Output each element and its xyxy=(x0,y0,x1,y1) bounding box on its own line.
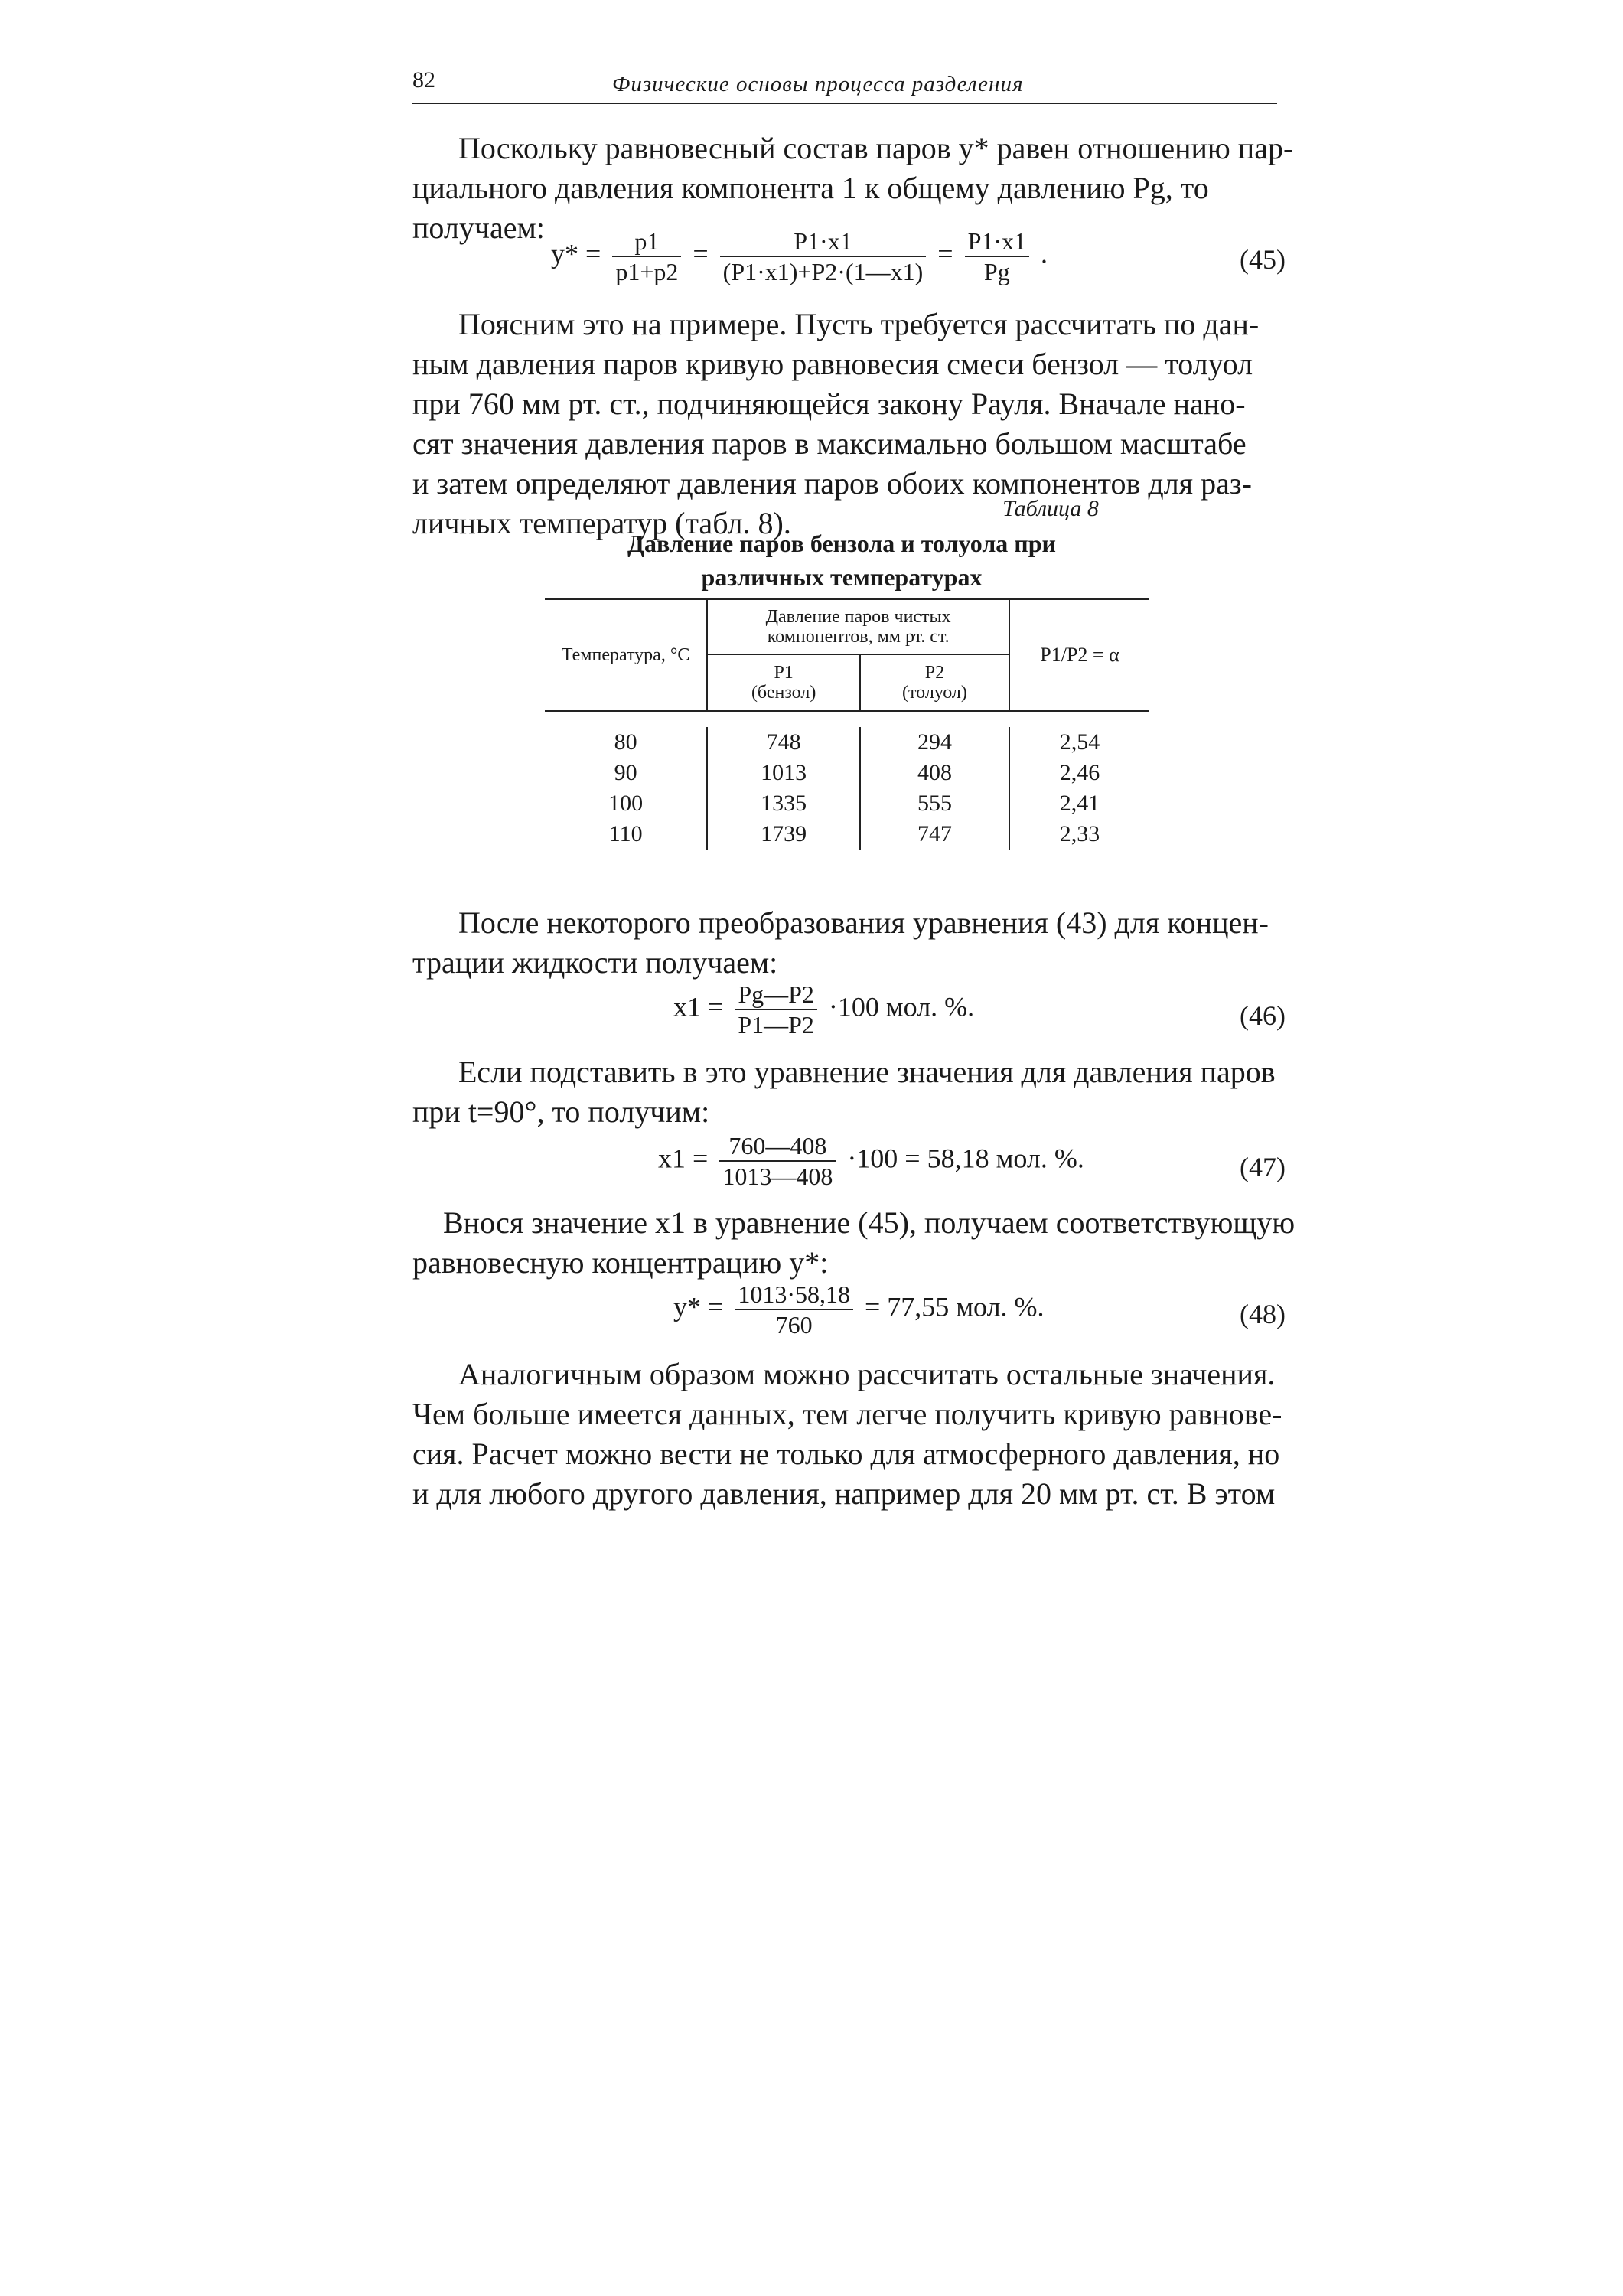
eq-fraction xyxy=(735,980,817,1039)
p2-name: (толуол) xyxy=(902,683,967,703)
text-line: Поясним это на примере. Пусть требуется рассчитать по дан- xyxy=(458,307,1260,341)
text-line: После некоторого преобразования уравнения (43) для концен- xyxy=(458,905,1269,940)
text-line: при 760 мм рт. ст., подчиняющейся закону Рауля. Вначале нано- xyxy=(412,386,1246,421)
p1-symbol: P1 xyxy=(774,663,794,683)
text-line: сия. Расчет можно вести не только для атмосферного давления, но xyxy=(412,1437,1280,1471)
text-line: и затем определяют давления паров обоих компонентов для раз- xyxy=(412,466,1252,501)
eq-fraction xyxy=(965,227,1029,286)
paragraph-insert xyxy=(412,1203,1295,1283)
eq-denominator: 760 xyxy=(775,1311,813,1339)
paragraph-substitute xyxy=(412,1052,1292,1132)
eq-tail: ·100 мол. %. xyxy=(828,991,975,1022)
cell-p2: 747 xyxy=(860,819,1009,850)
eq-lhs: x1 = xyxy=(658,1143,709,1174)
eq-fraction xyxy=(720,227,927,286)
eq-denominator: 1013—408 xyxy=(722,1163,833,1190)
equation-number: (45) xyxy=(1240,244,1286,275)
eq-denominator: P1—P2 xyxy=(738,1011,814,1039)
spacer-row xyxy=(545,850,1149,872)
cell-ratio: 2,41 xyxy=(1009,788,1149,819)
eq-lhs: y* = xyxy=(551,238,601,269)
cell-p2: 555 xyxy=(860,788,1009,819)
cell-p1: 1013 xyxy=(707,758,860,788)
text-line: Внося значение x1 в уравнение (45), получаем соответствующую xyxy=(443,1205,1295,1240)
eq-fraction xyxy=(719,1131,836,1191)
text-line: и для любого другого давления, например для 20 мм рт. ст. В этом xyxy=(412,1476,1276,1511)
equation-46 xyxy=(673,980,974,1039)
cell-temperature: 100 xyxy=(608,791,644,816)
page-number: 82 xyxy=(412,67,435,93)
table-8 xyxy=(545,598,1149,872)
eq-numerator: 1013·58,18 xyxy=(735,1280,853,1310)
cell-ratio: 2,54 xyxy=(1009,727,1149,758)
eq-numerator: p1 xyxy=(612,227,681,257)
table-title-line: Давление паров бензола и толуола при xyxy=(627,530,1056,557)
text-line: Чем больше имеется данных, тем легче получить кривую равнове- xyxy=(412,1397,1282,1431)
eq-lhs: x1 = xyxy=(673,991,724,1022)
paragraph-transform xyxy=(412,903,1292,983)
table-caption: Таблица 8 xyxy=(1002,496,1099,521)
equation-48 xyxy=(673,1280,1045,1339)
equation-number: (46) xyxy=(1240,1000,1286,1031)
eq-denominator: (P1·x1)+P2·(1—x1) xyxy=(722,258,924,285)
cell-ratio: 2,33 xyxy=(1009,819,1149,850)
equation-number: (48) xyxy=(1240,1299,1286,1329)
table-title-line: различных температурах xyxy=(701,563,983,591)
cell-temperature: 80 xyxy=(614,729,637,755)
eq-tail: . xyxy=(1041,238,1048,269)
text-line: при t=90°, то получим: xyxy=(412,1094,710,1129)
text-line: получаем: xyxy=(412,210,545,245)
eq-equals: = xyxy=(937,238,953,269)
eq-tail: ·100 = 58,18 мол. %. xyxy=(847,1143,1084,1174)
paragraph-conclusion xyxy=(412,1355,1292,1514)
eq-denominator: Pg xyxy=(983,258,1010,285)
spacer-row xyxy=(545,711,1149,727)
table-row xyxy=(545,727,1149,758)
cell-p1: 748 xyxy=(707,727,860,758)
cell-p2: 294 xyxy=(860,727,1009,758)
col-header-p2 xyxy=(860,654,1009,711)
text-line: Поскольку равновесный состав паров y* равен отношению пар- xyxy=(458,131,1294,165)
p1-name: (бензол) xyxy=(751,683,816,703)
text-line: сят значения давления паров в максимально большом масштабе xyxy=(412,426,1247,461)
cell-temperature: 110 xyxy=(608,821,643,846)
cell-temperature: 90 xyxy=(614,760,637,785)
text-line: ным давления паров кривую равновесия смеси бензол — толуол xyxy=(412,347,1253,381)
eq-tail: = 77,55 мол. %. xyxy=(864,1291,1045,1322)
equation-47 xyxy=(658,1131,1084,1191)
table-title xyxy=(536,527,1148,594)
col-header-p1 xyxy=(707,654,860,711)
col-header-temperature: Температура, °С xyxy=(545,599,707,711)
p2-symbol: P2 xyxy=(924,663,945,683)
text-line: трации жидкости получаем: xyxy=(412,945,778,980)
equation-45 xyxy=(551,227,1048,286)
running-title: Физические основы процесса разделения xyxy=(612,72,1024,96)
eq-numerator: 760—408 xyxy=(719,1131,836,1162)
text-line: равновесную концентрацию y*: xyxy=(412,1245,829,1280)
eq-fraction xyxy=(612,227,681,286)
table-row xyxy=(545,819,1149,850)
eq-denominator: p1+p2 xyxy=(615,258,679,285)
eq-lhs: y* = xyxy=(673,1291,724,1322)
cell-p1: 1335 xyxy=(707,788,860,819)
eq-fraction xyxy=(735,1280,853,1339)
text-line: циального давления компонента 1 к общему давлению Pg, то xyxy=(412,171,1209,205)
col-header-pressure-group: Давление паров чистых компонентов, мм рт. ст. xyxy=(707,599,1009,654)
cell-p2: 408 xyxy=(860,758,1009,788)
header-rule xyxy=(412,103,1277,104)
table-row xyxy=(545,788,1149,819)
cell-ratio: 2,46 xyxy=(1009,758,1149,788)
eq-numerator: P1·x1 xyxy=(965,227,1029,257)
text-line: Аналогичным образом можно рассчитать остальные значения. xyxy=(458,1357,1276,1391)
eq-numerator: Pg—P2 xyxy=(735,980,817,1010)
eq-numerator: P1·x1 xyxy=(720,227,927,257)
equation-number: (47) xyxy=(1240,1152,1286,1182)
cell-p1: 1739 xyxy=(707,819,860,850)
paragraph-example xyxy=(412,305,1292,543)
eq-equals: = xyxy=(693,238,709,269)
text-line: Если подставить в это уравнение значения для давления паров xyxy=(458,1055,1276,1089)
col-header-ratio: P1/P2 = α xyxy=(1009,599,1149,711)
table-row xyxy=(545,758,1149,788)
text-line: личных температур (табл. 8). xyxy=(412,506,791,540)
